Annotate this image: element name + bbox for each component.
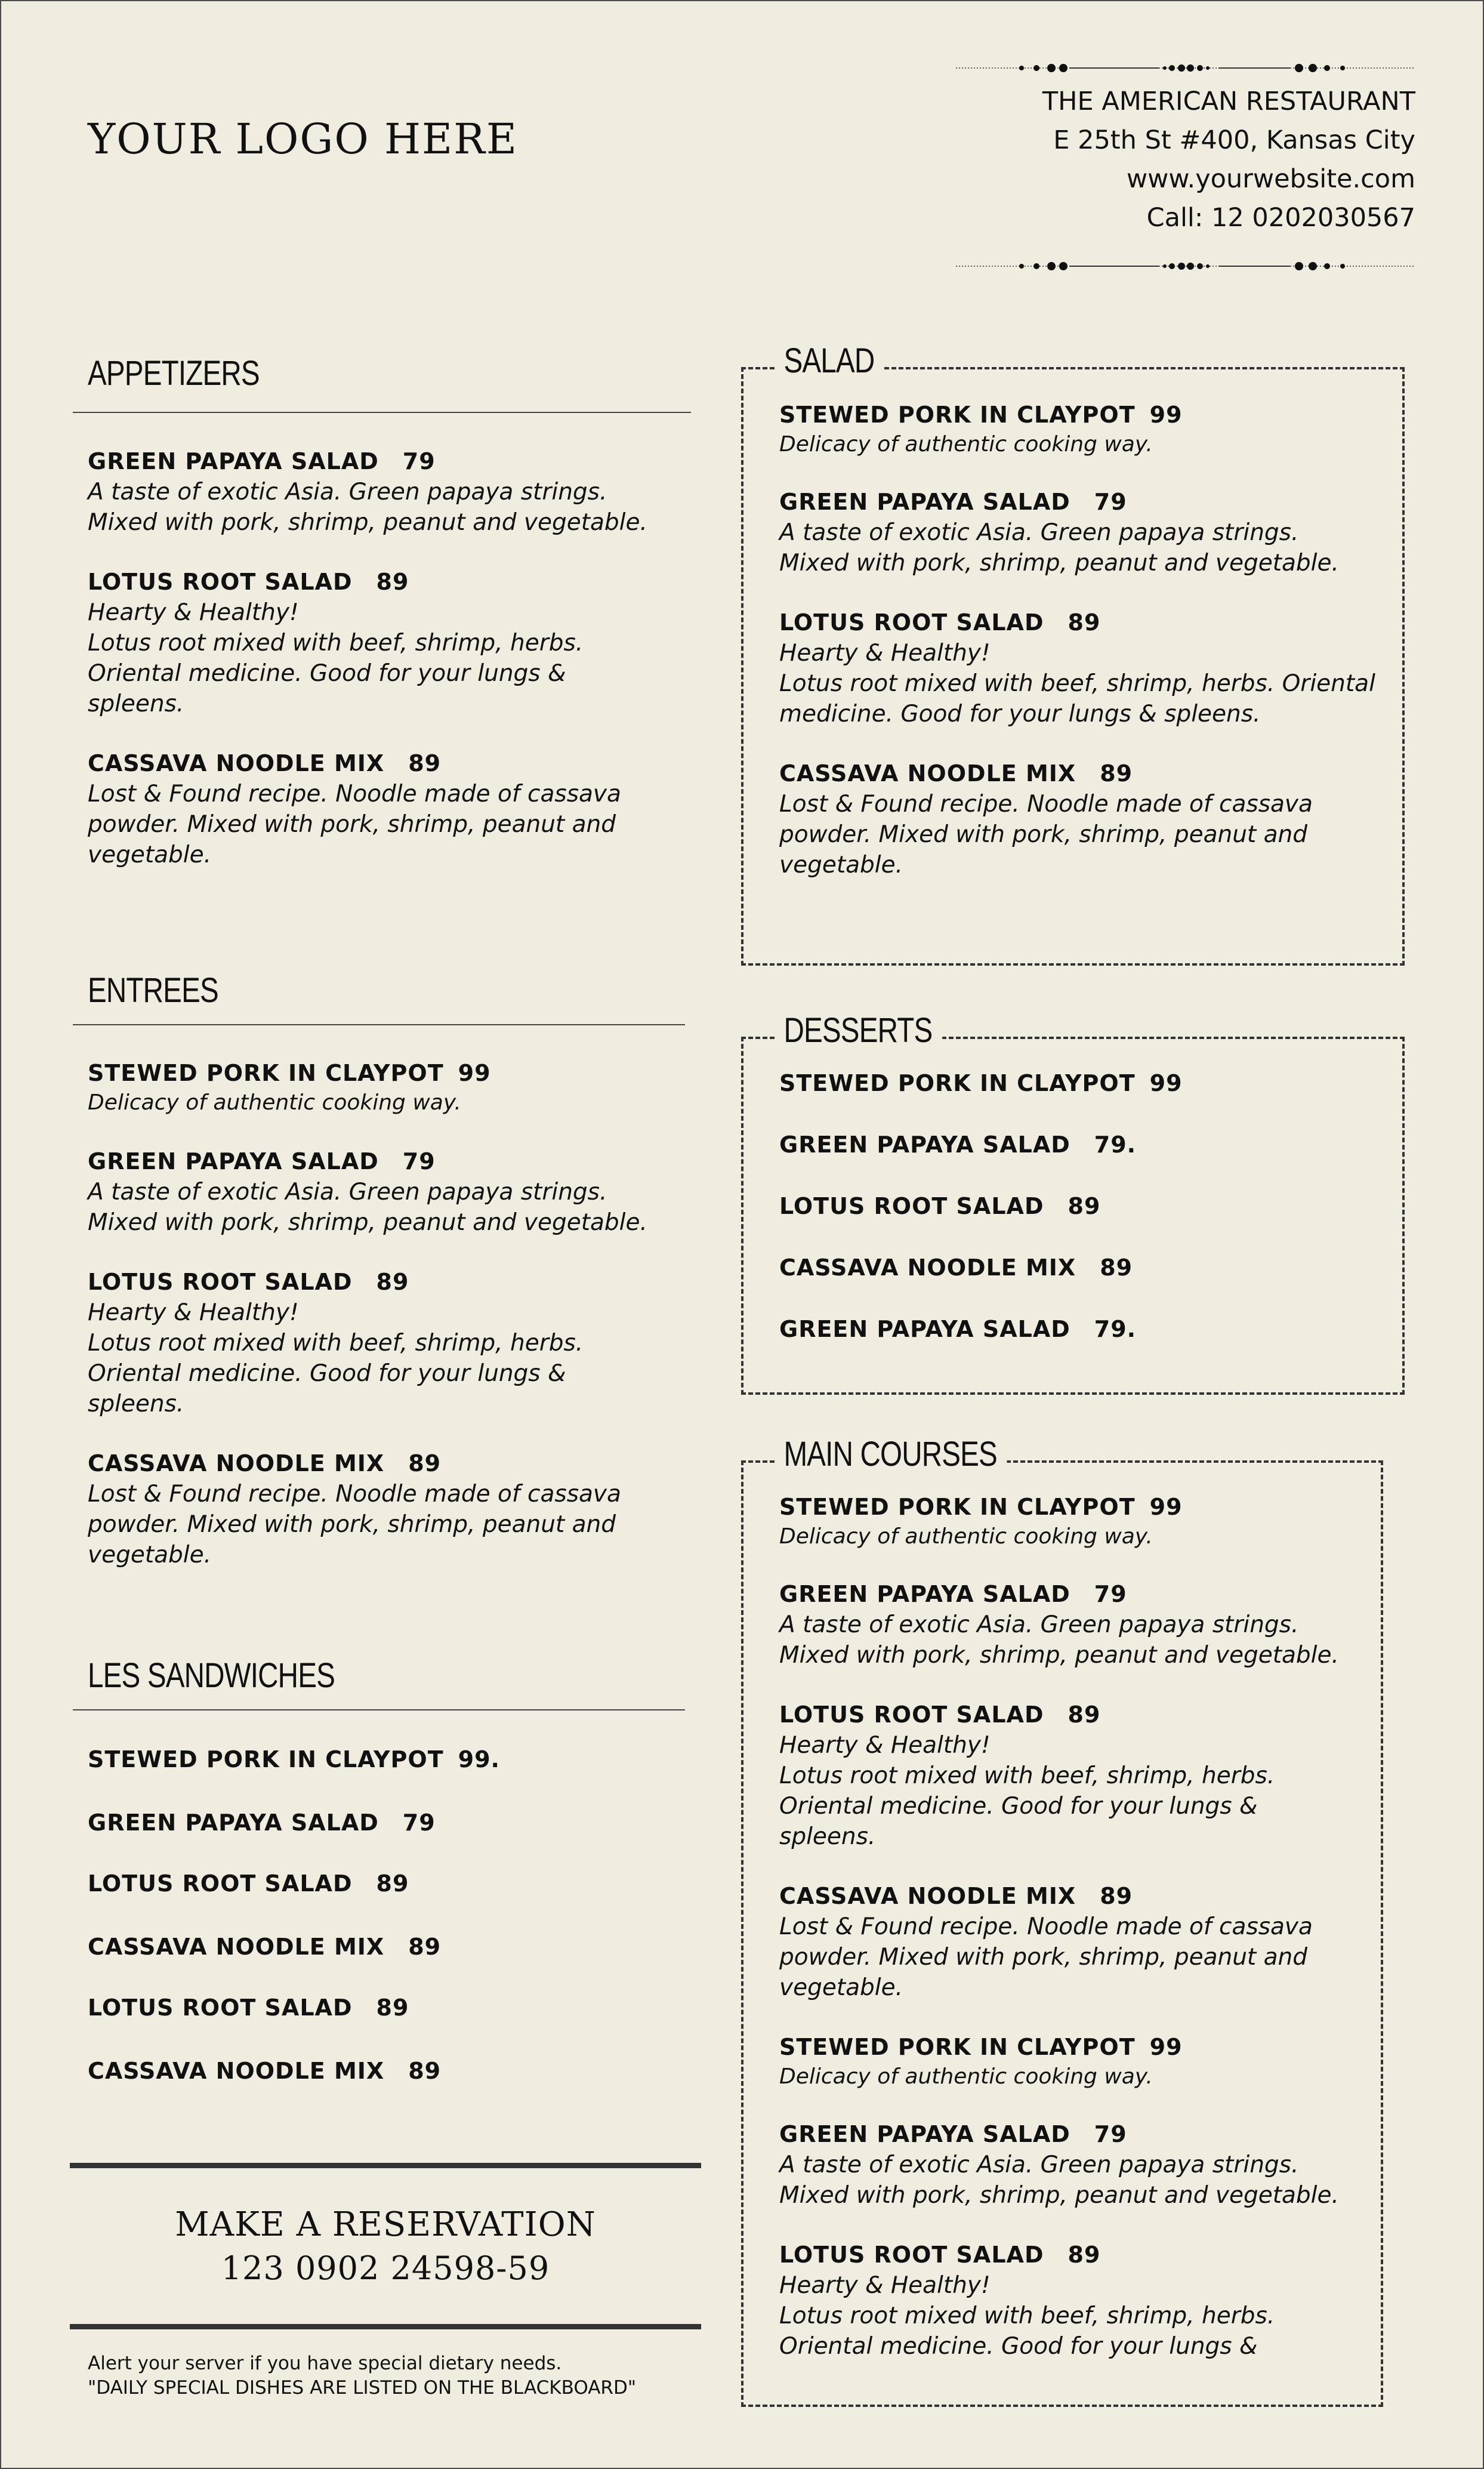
item-price: 89 bbox=[376, 1870, 409, 1897]
item-name: CASSAVA NOODLE MIX bbox=[88, 1934, 385, 1960]
item-description-line: Lost & Found recipe. Noodle made of cassava bbox=[779, 791, 1313, 818]
item-description-line: Delicacy of authentic cooking way. bbox=[779, 2064, 1153, 2089]
item-description-line: A taste of exotic Asia. Green papaya strings. bbox=[779, 519, 1299, 546]
item-price: 99 bbox=[1149, 1494, 1183, 1520]
appetizers-heading: APPETIZERS bbox=[88, 354, 260, 393]
footer-note bbox=[88, 2351, 636, 2400]
item-price: 99. bbox=[458, 1746, 500, 1773]
restaurant-website[interactable]: www.yourwebsite.com bbox=[1126, 164, 1415, 194]
item-description-line: spleens. bbox=[779, 1823, 876, 1850]
reservation-title: MAKE A RESERVATION bbox=[175, 2205, 596, 2244]
reservation-block bbox=[70, 2202, 701, 2289]
salad-items bbox=[779, 399, 1384, 909]
menu-item bbox=[779, 1491, 1363, 1551]
item-description-line: Mixed with pork, shrimp, peanut and vegetable. bbox=[779, 550, 1339, 577]
sandwiches-items bbox=[88, 1744, 696, 2117]
item-description-line: Mixed with pork, shrimp, peanut and vegetable. bbox=[779, 1642, 1339, 1669]
menu-item bbox=[88, 1146, 696, 1238]
item-price: 89 bbox=[408, 1450, 442, 1477]
menu-item bbox=[779, 1579, 1363, 1670]
desserts-heading: DESSERTS bbox=[777, 1010, 942, 1050]
item-name: STEWED PORK IN CLAYPOT bbox=[88, 1060, 444, 1086]
item-description-line: Lost & Found recipe. Noodle made of cassava bbox=[88, 1481, 621, 1508]
item-description-line: spleens. bbox=[88, 1391, 184, 1417]
restaurant-name: THE AMERICAN RESTAURANT bbox=[1042, 87, 1415, 116]
item-name: GREEN PAPAYA SALAD bbox=[779, 1132, 1070, 1158]
reservation-phone[interactable]: 123 0902 24598-59 bbox=[221, 2249, 550, 2287]
sandwiches-heading: LES SANDWICHES bbox=[88, 1656, 335, 1695]
ornament-divider-bottom bbox=[956, 259, 1415, 273]
item-name: CASSAVA NOODLE MIX bbox=[779, 1254, 1076, 1281]
menu-item bbox=[779, 1881, 1363, 2003]
desserts-items bbox=[779, 1068, 1384, 1375]
item-price: 89 bbox=[376, 569, 409, 595]
item-name: GREEN PAPAYA SALAD bbox=[779, 1316, 1070, 1342]
item-name: LOTUS ROOT SALAD bbox=[88, 1870, 353, 1897]
item-description-line: Delicacy of authentic cooking way. bbox=[88, 1090, 461, 1115]
salad-box bbox=[741, 341, 1405, 966]
item-description-line: Lotus root mixed with beef, shrimp, herbs. bbox=[88, 1330, 584, 1357]
menu-item bbox=[779, 2032, 1363, 2091]
item-price: 79 bbox=[402, 1148, 436, 1175]
item-price: 79. bbox=[1094, 1316, 1137, 1342]
item-name: GREEN PAPAYA SALAD bbox=[779, 1581, 1070, 1607]
item-price: 89 bbox=[1068, 609, 1101, 636]
menu-item bbox=[779, 2239, 1363, 2362]
contact-block bbox=[956, 61, 1415, 273]
menu-item bbox=[779, 1314, 1384, 1345]
item-description-line: Lost & Found recipe. Noodle made of cassava bbox=[779, 1913, 1313, 1940]
desserts-box bbox=[741, 1011, 1405, 1395]
item-name: STEWED PORK IN CLAYPOT bbox=[88, 1746, 444, 1773]
item-description-line: Mixed with pork, shrimp, peanut and vegetable. bbox=[88, 509, 647, 536]
item-description-line: powder. Mixed with pork, shrimp, peanut and bbox=[779, 821, 1307, 848]
item-price: 79 bbox=[402, 1810, 436, 1836]
item-description-line: Hearty & Healthy! bbox=[779, 2272, 991, 2299]
item-name: LOTUS ROOT SALAD bbox=[88, 1269, 353, 1295]
main-courses-items bbox=[779, 1491, 1363, 2362]
item-price: 79 bbox=[402, 448, 436, 474]
footer-line: "DAILY SPECIAL DISHES ARE LISTED ON THE BLACKBOARD" bbox=[88, 2377, 637, 2399]
item-description-line: Delicacy of authentic cooking way. bbox=[779, 432, 1153, 457]
menu-item bbox=[779, 1129, 1384, 1160]
item-name: LOTUS ROOT SALAD bbox=[88, 1995, 353, 2021]
item-description-line: A taste of exotic Asia. Green papaya strings. bbox=[88, 479, 607, 505]
item-price: 79 bbox=[1094, 1581, 1127, 1607]
menu-item bbox=[779, 1191, 1384, 1222]
menu-item bbox=[779, 1068, 1384, 1099]
item-description-line: powder. Mixed with pork, shrimp, peanut and bbox=[779, 1944, 1307, 1971]
item-price: 89 bbox=[376, 1995, 409, 2021]
menu-item bbox=[88, 1058, 696, 1117]
item-name: CASSAVA NOODLE MIX bbox=[88, 1450, 385, 1477]
menu-item bbox=[88, 1448, 696, 1570]
item-price: 89 bbox=[1068, 1193, 1101, 1219]
menu-item bbox=[88, 446, 696, 538]
restaurant-address: E 25th St #400, Kansas City bbox=[1053, 125, 1415, 155]
item-description-line: Lotus root mixed with beef, shrimp, herbs. bbox=[779, 1762, 1275, 1789]
item-description-line: Oriental medicine. Good for your lungs & bbox=[88, 660, 566, 687]
menu-item bbox=[88, 1868, 696, 1899]
item-description-line: vegetable. bbox=[88, 842, 211, 868]
menu-item bbox=[88, 748, 696, 870]
menu-item bbox=[779, 1252, 1384, 1283]
menu-item bbox=[88, 566, 696, 719]
entrees-rule bbox=[73, 1024, 685, 1025]
item-price: 79 bbox=[1094, 2121, 1127, 2147]
item-price: 99 bbox=[458, 1060, 491, 1086]
item-price: 89 bbox=[408, 2058, 442, 2084]
item-name: LOTUS ROOT SALAD bbox=[779, 1193, 1044, 1219]
menu-item bbox=[88, 2055, 696, 2086]
item-description-line: Oriental medicine. Good for your lungs & bbox=[88, 1360, 566, 1387]
menu-item bbox=[779, 399, 1384, 459]
entrees-items bbox=[88, 1058, 696, 1599]
item-description-line: Delicacy of authentic cooking way. bbox=[779, 1524, 1153, 1549]
item-name: GREEN PAPAYA SALAD bbox=[779, 489, 1070, 515]
appetizers-section bbox=[88, 353, 297, 405]
item-name: STEWED PORK IN CLAYPOT bbox=[779, 1494, 1136, 1520]
item-name: LOTUS ROOT SALAD bbox=[88, 569, 353, 595]
item-price: 99 bbox=[1149, 1070, 1183, 1096]
item-description-line: Mixed with pork, shrimp, peanut and vegetable. bbox=[779, 2182, 1339, 2209]
item-name: LOTUS ROOT SALAD bbox=[779, 609, 1044, 636]
menu-item bbox=[88, 1931, 696, 1962]
item-name: LOTUS ROOT SALAD bbox=[779, 1702, 1044, 1728]
sandwiches-rule bbox=[73, 1709, 685, 1710]
menu-item bbox=[779, 486, 1384, 578]
item-name: CASSAVA NOODLE MIX bbox=[88, 750, 385, 776]
menu-item bbox=[88, 1266, 696, 1419]
restaurant-phone: Call: 12 0202030567 bbox=[1146, 203, 1415, 233]
item-name: GREEN PAPAYA SALAD bbox=[779, 2121, 1070, 2147]
menu-item bbox=[779, 1699, 1363, 1852]
item-description-line: powder. Mixed with pork, shrimp, peanut and bbox=[88, 1511, 616, 1538]
appetizers-items bbox=[88, 446, 696, 899]
item-name: GREEN PAPAYA SALAD bbox=[88, 448, 379, 474]
item-description-line: Hearty & Healthy! bbox=[779, 1732, 991, 1759]
item-description-line: Hearty & Healthy! bbox=[88, 599, 299, 626]
item-description-line: A taste of exotic Asia. Green papaya strings. bbox=[88, 1179, 607, 1206]
item-description-line: Mixed with pork, shrimp, peanut and vegetable. bbox=[88, 1209, 647, 1236]
item-description-line: vegetable. bbox=[779, 1974, 903, 2001]
menu-item bbox=[779, 607, 1384, 729]
entrees-heading: ENTREES bbox=[88, 971, 218, 1010]
item-price: 99 bbox=[1149, 402, 1183, 428]
item-name: LOTUS ROOT SALAD bbox=[779, 2242, 1044, 2268]
item-price: 89 bbox=[408, 750, 442, 776]
appetizers-rule bbox=[73, 412, 691, 413]
ornament-divider-top bbox=[956, 61, 1415, 75]
item-description-line: powder. Mixed with pork, shrimp, peanut and bbox=[88, 811, 616, 838]
logo-placeholder: YOUR LOGO HERE bbox=[88, 115, 518, 164]
item-name: GREEN PAPAYA SALAD bbox=[88, 1148, 379, 1175]
item-description-line: A taste of exotic Asia. Green papaya strings. bbox=[779, 2151, 1299, 2178]
item-description-line: vegetable. bbox=[88, 1542, 211, 1568]
item-description-line: Lotus root mixed with beef, shrimp, herbs. bbox=[779, 2302, 1275, 2329]
item-name: CASSAVA NOODLE MIX bbox=[779, 760, 1076, 787]
item-description-line: Hearty & Healthy! bbox=[88, 1299, 299, 1326]
main-courses-heading: MAIN COURSES bbox=[777, 1434, 1007, 1474]
item-price: 79 bbox=[1094, 489, 1127, 515]
item-price: 89 bbox=[376, 1269, 409, 1295]
main-courses-box bbox=[741, 1435, 1383, 2407]
item-price: 89 bbox=[1100, 1254, 1133, 1281]
item-price: 89 bbox=[1068, 2242, 1101, 2268]
footer-line: Alert your server if you have special dietary needs. bbox=[88, 2353, 562, 2374]
item-description-line: Hearty & Healthy! bbox=[779, 640, 991, 667]
item-name: STEWED PORK IN CLAYPOT bbox=[779, 2034, 1136, 2060]
reservation-rule-top bbox=[70, 2163, 701, 2168]
item-description-line: Lost & Found recipe. Noodle made of cassava bbox=[88, 781, 621, 807]
menu-item bbox=[88, 1992, 696, 2023]
menu-item bbox=[779, 2119, 1363, 2211]
sandwiches-section bbox=[88, 1656, 389, 1707]
item-price: 99 bbox=[1149, 2034, 1183, 2060]
item-description-line: A taste of exotic Asia. Green papaya strings. bbox=[779, 1611, 1299, 1638]
item-description-line: spleens. bbox=[88, 691, 184, 717]
item-description-line: Oriental medicine. Good for your lungs & bbox=[779, 2333, 1258, 2360]
entrees-section bbox=[88, 970, 247, 1022]
item-price: 89 bbox=[1100, 1883, 1133, 1909]
item-description-line: medicine. Good for your lungs & spleens. bbox=[779, 701, 1261, 728]
menu-item bbox=[779, 758, 1384, 880]
item-name: GREEN PAPAYA SALAD bbox=[88, 1810, 379, 1836]
item-price: 89 bbox=[1068, 1702, 1101, 1728]
item-name: CASSAVA NOODLE MIX bbox=[88, 2058, 385, 2084]
item-price: 79. bbox=[1094, 1132, 1137, 1158]
item-description-line: Lotus root mixed with beef, shrimp, herbs. Oriental bbox=[779, 670, 1375, 697]
item-description-line: vegetable. bbox=[779, 852, 903, 879]
item-price: 89 bbox=[1100, 760, 1133, 787]
menu-item bbox=[88, 1744, 696, 1775]
item-description-line: Lotus root mixed with beef, shrimp, herbs. bbox=[88, 630, 584, 656]
item-price: 89 bbox=[408, 1934, 442, 1960]
item-name: CASSAVA NOODLE MIX bbox=[779, 1883, 1076, 1909]
menu-item bbox=[88, 1807, 696, 1838]
item-name: STEWED PORK IN CLAYPOT bbox=[779, 1070, 1136, 1096]
salad-heading: SALAD bbox=[777, 341, 884, 381]
item-name: STEWED PORK IN CLAYPOT bbox=[779, 402, 1136, 428]
reservation-rule-bottom bbox=[70, 2324, 701, 2329]
item-description-line: Oriental medicine. Good for your lungs & bbox=[779, 1793, 1258, 1820]
